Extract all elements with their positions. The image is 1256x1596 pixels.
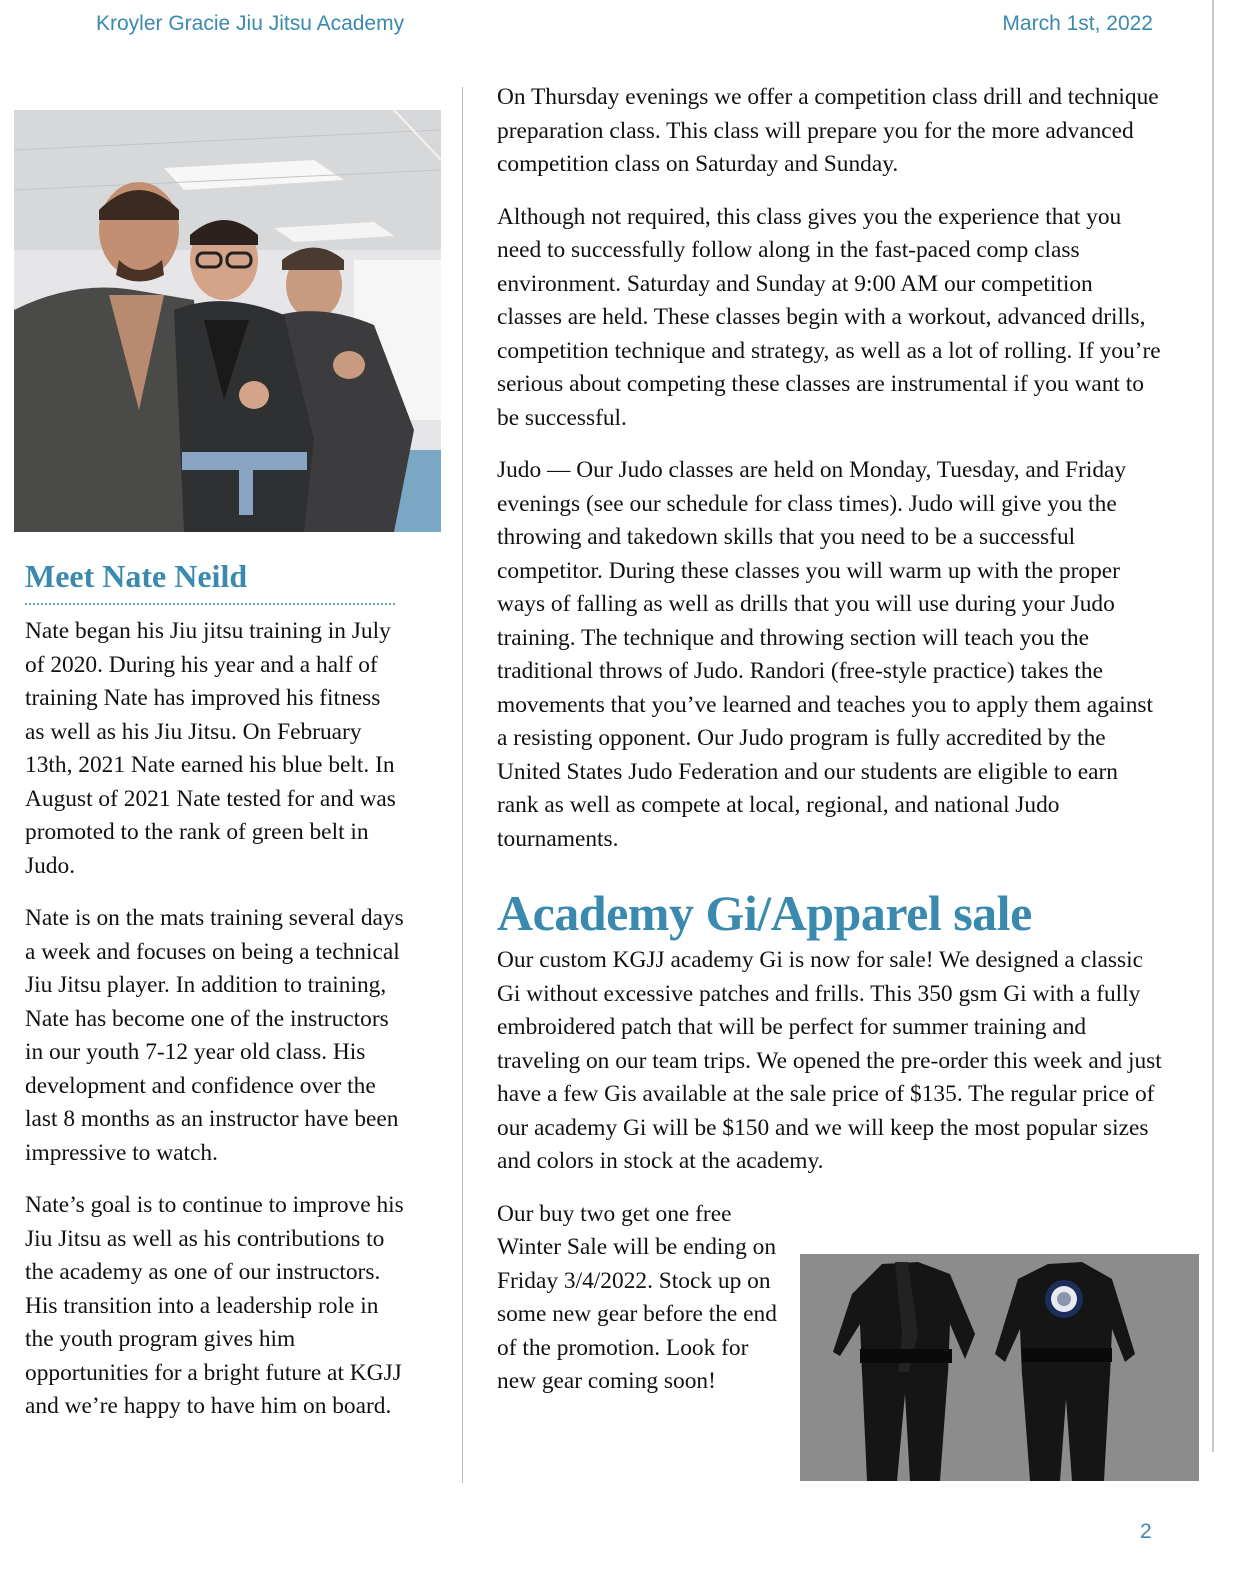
- competition-class-paragraph: Although not required, this class gives you the experience that you need to successfully follow along in the fast-paced comp class environment. Saturday and Sunday at 9:00 AM our competition classes are held. These classes begin with a workout, advanced drills, competition technique and strategy, as well as a lot of rolling. If you’re serious about competing these classes are instrumental if you want to be successful.: [497, 203, 1161, 431]
- page-number: 2: [1140, 1520, 1152, 1543]
- profile-paragraph: Nate began his Jiu jitsu training in July of 2020. During his year and a half of training Nate has improved his fitness as well as his Jiu Jitsu. On February 13th, 2021 Nate earned his blue belt. In August of 2021 Nate tested for and was promoted to the rank of green belt in Judo.: [25, 618, 396, 879]
- profile-body: [25, 615, 405, 1424]
- gi-product-image: [800, 1254, 1199, 1481]
- column-divider: [462, 87, 463, 1483]
- judo-paragraph: Judo — Our Judo classes are held on Monday, Tuesday, and Friday evenings (see our schedule for class times). Judo will give you the throwing and takedown skills that you need to be a successful competitor. During these classes you will warm up with the proper ways of falling as well as drills that you will use during your Judo training. The technique and throwing section will teach you the traditional throws of Judo. Randori (free-style practice) takes the movements that you’ve learned and teaches you to apply them against a resisting opponent. Our Judo program is fully accredited by the United States Judo Federation and our students are eligible to earn rank as well as compete at local, regional, and national Judo tournaments.: [497, 457, 1154, 852]
- sale-paragraph: Our custom KGJJ academy Gi is now for sale! We designed a classic Gi without excessive patches and frills. This 350 gsm Gi with a fully embroidered patch that will be perfect for summer training and traveling on our team trips. We opened the pre-order this week and just have a few Gis available at the sale price of $135. The regular price of our academy Gi will be $150 and we will keep the most popular sizes and colors in stock at the academy.: [497, 947, 1162, 1174]
- header-date: March 1st, 2022: [1002, 12, 1153, 35]
- profile-heading: Meet Nate Neild: [25, 558, 395, 605]
- right-column: [497, 81, 1162, 1418]
- profile-paragraph: Nate’s goal is to continue to improve his Jiu Jitsu as well as his contributions to the academy as one of our instructors. His transition into a leadership role in the youth program gives him opportunities for a bright future at KGJJ and we’re happy to have him on board.: [25, 1192, 404, 1419]
- sale-heading: Academy Gi/Apparel sale: [497, 885, 1032, 941]
- gi-illustration: [800, 1254, 1199, 1481]
- academy-patch-icon: [1045, 1280, 1083, 1318]
- photo-illustration: [14, 110, 441, 532]
- classes-body: [497, 81, 1162, 856]
- winter-sale-paragraph: Our buy two get one free Winter Sale will be ending on Friday 3/4/2022. Stock up on some new gear before the end of the promotion. Look for new gear coming soon!: [497, 1200, 777, 1394]
- thursday-class-paragraph: On Thursday evenings we offer a competition class drill and technique preparation class. This class will prepare you for the more advanced competition class on Saturday and Sunday.: [497, 84, 1159, 177]
- page-edge-rule: [1212, 0, 1214, 1452]
- nate-photo: [14, 110, 441, 532]
- gi-front: [833, 1262, 975, 1481]
- profile-paragraph: Nate is on the mats training several days a week and focuses on being a technical Jiu Jitsu player. In addition to training, Nate has become one of the instructors in our youth 7-12 year old class. His development and confidence over the last 8 months as an instructor have been impressive to watch.: [25, 905, 404, 1166]
- header-organization: Kroyler Gracie Jiu Jitsu Academy: [96, 12, 405, 35]
- left-column: [25, 558, 405, 1443]
